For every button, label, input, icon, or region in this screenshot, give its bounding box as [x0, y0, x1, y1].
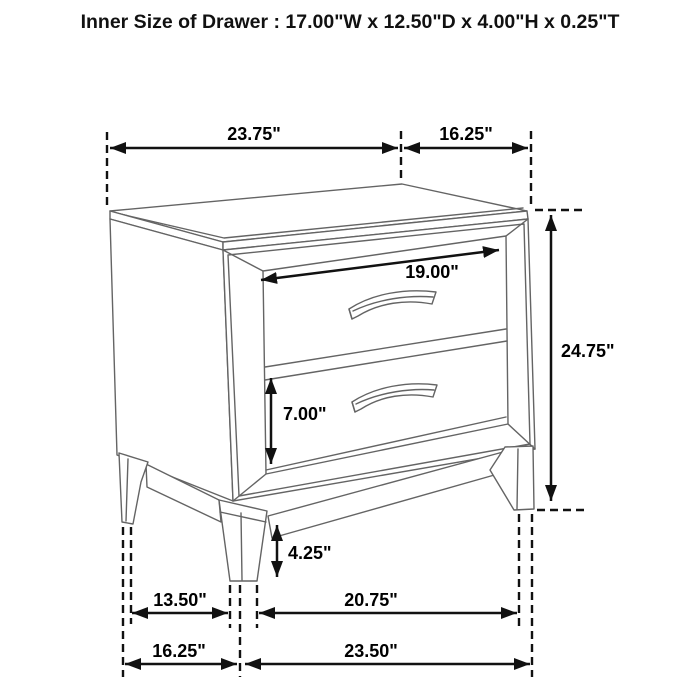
leg-front-left: [219, 500, 267, 581]
dim-label-leg-height: 4.25": [288, 543, 332, 563]
leg-back-left: [119, 453, 148, 524]
dim-label-overall-width: 23.50": [344, 641, 398, 661]
dim-label-drawer-opening-width: 19.00": [405, 262, 459, 282]
dim-label-top-width: 23.75": [227, 124, 281, 144]
nightstand-drawing: [110, 184, 535, 581]
dim-label-overall-depth: 16.25": [152, 641, 206, 661]
dim-label-drawer-front-height: 7.00": [283, 404, 327, 424]
dim-label-overall-height: 24.75": [561, 341, 615, 361]
dim-label-top-depth: 16.25": [439, 124, 493, 144]
dim-label-leg-spacing-depth: 13.50": [153, 590, 207, 610]
dim-label-leg-spacing-width: 20.75": [344, 590, 398, 610]
diagram-title: Inner Size of Drawer : 17.00"W x 12.50"D x 4.00"H x 0.25"T: [80, 11, 620, 33]
